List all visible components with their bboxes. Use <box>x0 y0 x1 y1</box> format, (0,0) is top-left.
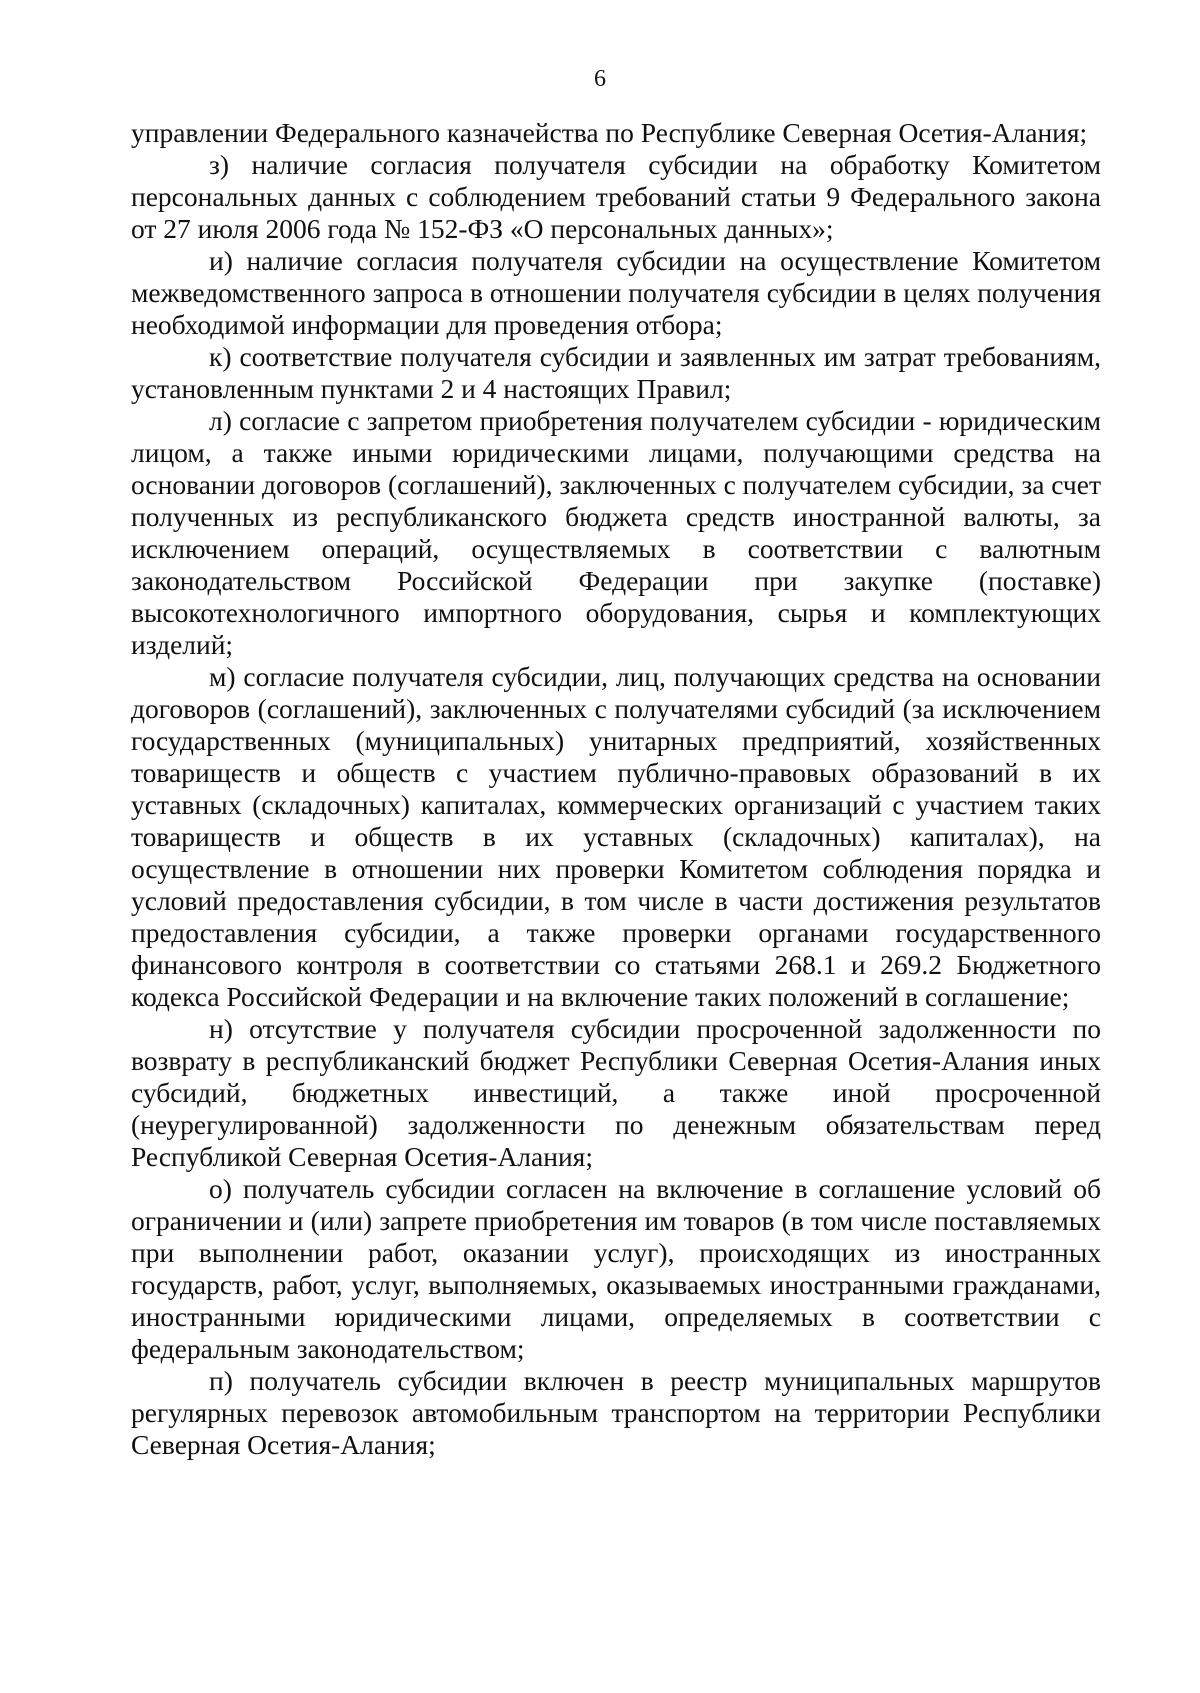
document-body <box>131 117 1101 1461</box>
paragraph-item-p: п) получатель субсидии включен в реестр муниципальных маршрутов регулярных перевозок автомобильным транспортом на территории Республики Северная Осетия-Алания; <box>131 1365 1101 1460</box>
paragraph-item-z: з) наличие согласия получателя субсидии на обработку Комитетом персональных данных с соблюдением требований статьи 9 Федерального закона от 27 июля 2006 года № 152-ФЗ «О персональных данных»; <box>131 149 1101 244</box>
paragraph-item-o: о) получатель субсидии согласен на включение в соглашение условий об ограничении и (или) запрете приобретения им товаров (в том числе поставляемых при выполнении работ, оказании услуг), происходящих из иностранных государств, работ, услуг, выполняемых, оказываемых иностранными гражданами, иностранными юридическими лицами, определяемых в соответствии с федеральным законодательством; <box>131 1173 1101 1364</box>
paragraph-continuation: управлении Федерального казначейства по Республике Северная Осетия-Алания; <box>131 117 1088 148</box>
page-number: 6 <box>594 66 606 92</box>
paragraph-item-l: л) согласие с запретом приобретения получателем субсидии - юридическим лицом, а также иными юридическими лицами, получающими средства на основании договоров (соглашений), заключенных с получателем субсидии, за счет полученных из республиканского бюджета средств иностранной валюты, за исключением операций, осуществляемых в соответствии с валютным законодательством Российской Федерации при закупке (поставке) высокотехнологичного импортного оборудования, сырья и комплектующих изделий; <box>131 405 1101 660</box>
paragraph-item-n: н) отсутствие у получателя субсидии просроченной задолженности по возврату в республиканский бюджет Республики Северная Осетия-Алания иных субсидий, бюджетных инвестиций, а также иной просроченной (неурегулированной) задолженности по денежным обязательствам перед Республикой Северная Осетия-Алания; <box>131 1013 1101 1172</box>
paragraph-item-i: и) наличие согласия получателя субсидии на осуществление Комитетом межведомственного запроса в отношении получателя субсидии в целях получения необходимой информации для проведения отбора; <box>131 245 1101 340</box>
paragraph-item-k: к) соответствие получателя субсидии и заявленных им затрат требованиям, установленным пунктами 2 и 4 настоящих Правил; <box>131 341 1101 404</box>
paragraph-item-m: м) согласие получателя субсидии, лиц, получающих средства на основании договоров (соглашений), заключенных с получателями субсидий (за исключением государственных (муниципальных) унитарных предприятий, хозяйственных товариществ и обществ с участием публично-правовых образований в их уставных (складочных) капиталах, коммерческих организаций с участием таких товариществ и обществ в их уставных (складочных) капиталах), на осуществление в отношении них проверки Комитетом соблюдения порядка и условий предоставления субсидии, в том числе в части достижения результатов предоставления субсидии, а также проверки органами государственного финансового контроля в соответствии со статьями 268.1 и 269.2 Бюджетного кодекса Российской Федерации и на включение таких положений в соглашение; <box>131 661 1101 1012</box>
